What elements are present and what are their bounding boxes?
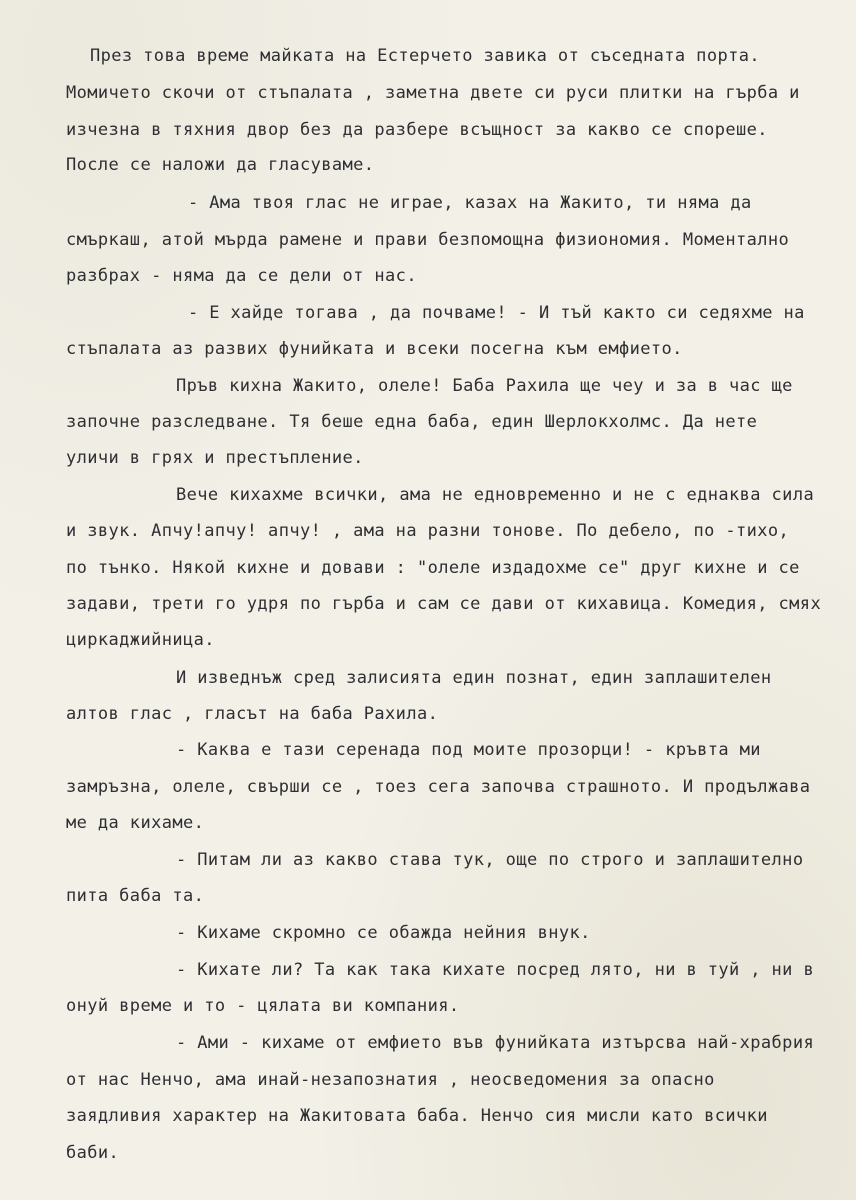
text-line: През това време майката на Естерчето завика от съседната порта. [90, 46, 760, 66]
text-line: Вече кихахме всички, ама не едновременно и не с еднаква сила [176, 485, 815, 505]
text-line: - Ами - кихаме от емфието във фунийката изтърсва най-храбрия [176, 1033, 815, 1053]
text-line: Момичето скочи от стъпалата , заметна двете си руси плитки на гърба и [66, 83, 800, 103]
text-line: алтов глас , гласът на баба Рахила. [66, 704, 439, 724]
text-line: Пръв кихна Жакито, олеле! Баба Рахила ще чеу и за в час ще [176, 376, 793, 396]
text-line: ме да кихаме. [66, 813, 205, 833]
text-line: стъпалата аз развих фунийката и всеки посегна към емфието. [66, 339, 683, 359]
text-line: баби. [66, 1143, 120, 1163]
text-line: разбрах - няма да се дели от нас. [66, 266, 417, 286]
text-line: заядливия характер на Жакитовата баба. Ненчо сия мисли като всички [66, 1106, 768, 1126]
text-line: изчезна в тяхния двор без да разбере всъщност за какво се спореше. [66, 120, 768, 140]
text-line: уличи в грях и престъпление. [66, 448, 364, 468]
text-line: и звук. Апчу!апчу! апчу! , ама на разни тонове. По дебело, по -тихо, [66, 521, 790, 541]
text-line: започне разследване. Тя беше една баба, един Шерлокхолмс. Да нете [66, 412, 758, 432]
text-line: смъркаш, атой мърда рамене и прави безпомощна физиономия. Моментално [66, 230, 790, 250]
text-line: И изведнъж сред залисията един познат, един заплашителен [176, 668, 772, 688]
text-line: замръзна, олеле, свърши се , тоез сега започва страшното. И продължава [66, 777, 811, 797]
text-line: - Ама твоя глас не играе, казах на Жакито, ти няма да [188, 193, 752, 213]
text-line: онуй време и то - цялата ви компания. [66, 996, 460, 1016]
text-line: - Кихаме скромно се обажда нейния внук. [176, 923, 591, 943]
text-line: от нас Ненчо, ама инай-незапознатия , неосведомения за опасно [66, 1070, 715, 1090]
text-line: по тънко. Някой кихне и довави : "олеле издадохме се" друг кихне и се [66, 558, 800, 578]
text-line: - Кихате ли? Та как така кихате посред лято, ни в туй , ни в [176, 960, 815, 980]
text-line: - Каква е тази серенада под моите прозорци! - кръвта ми [176, 740, 761, 760]
text-line: - Питам ли аз какво става тук, още по строго и заплашително [176, 850, 804, 870]
text-line: задави, трети го удря по гърба и сам се дави от кихавица. Комедия, смях [66, 594, 822, 614]
text-line: пита баба та. [66, 886, 205, 906]
text-line: - Е хайде тогава , да почваме! - И тъй както си седяхме на [188, 303, 805, 323]
text-line: После се наложи да гласуваме. [66, 155, 375, 175]
text-line: циркаджийница. [66, 630, 215, 650]
